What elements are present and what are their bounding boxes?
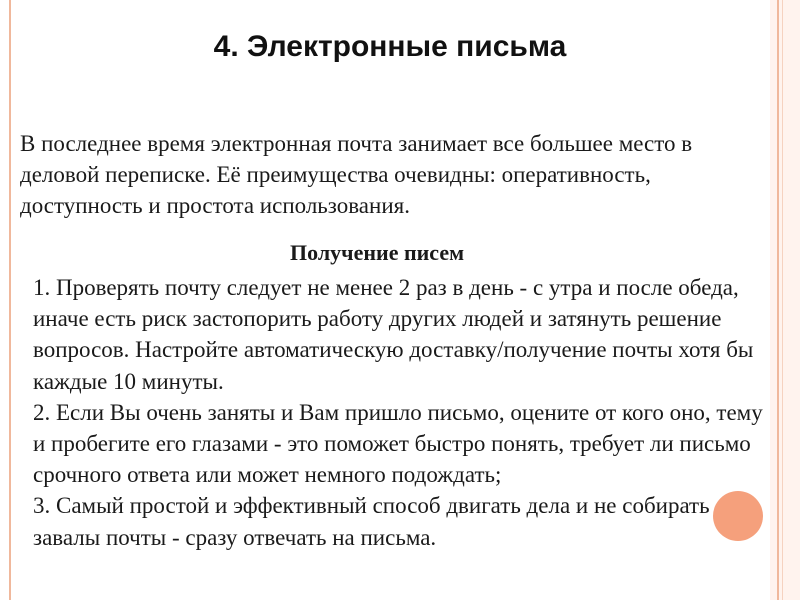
- slide-title: 4. Электронные письма: [213, 30, 567, 63]
- slide-frame-right: [770, 0, 800, 600]
- slide-frame-left: [9, 0, 11, 600]
- section-heading: Получение писем: [290, 240, 465, 265]
- list-item-2: 2. Если Вы очень заняты и Вам пришло письмо, оцените от кого оно, тему и пробегите его глазами - это поможет быстро понять, требует ли письмо срочного ответа или может немного подождать;: [33, 399, 763, 488]
- intro-paragraph: В последнее время электронная почта занимает все большее место в деловой переписке. Её преимущества очевидны: оперативность, доступность и простота использования.: [20, 131, 693, 218]
- list-item-1: 1. Проверять почту следует не менее 2 раз в день - с утра и после обеда, иначе есть риск застопорить работу других людей и затянуть решение вопросов. Настройте автоматическую доставку/получение почты хотя бы каждые 10 минуты.: [33, 275, 754, 394]
- body-text: [33, 272, 763, 553]
- decorative-circle: [713, 491, 763, 541]
- slide-frame-right-line-inner: [782, 0, 783, 600]
- slide-frame-right-line: [777, 0, 779, 600]
- list-item-3: 3. Самый простой и эффективный способ двигать дела и не собирать завалы почты - сразу отвечать на письма.: [33, 493, 710, 550]
